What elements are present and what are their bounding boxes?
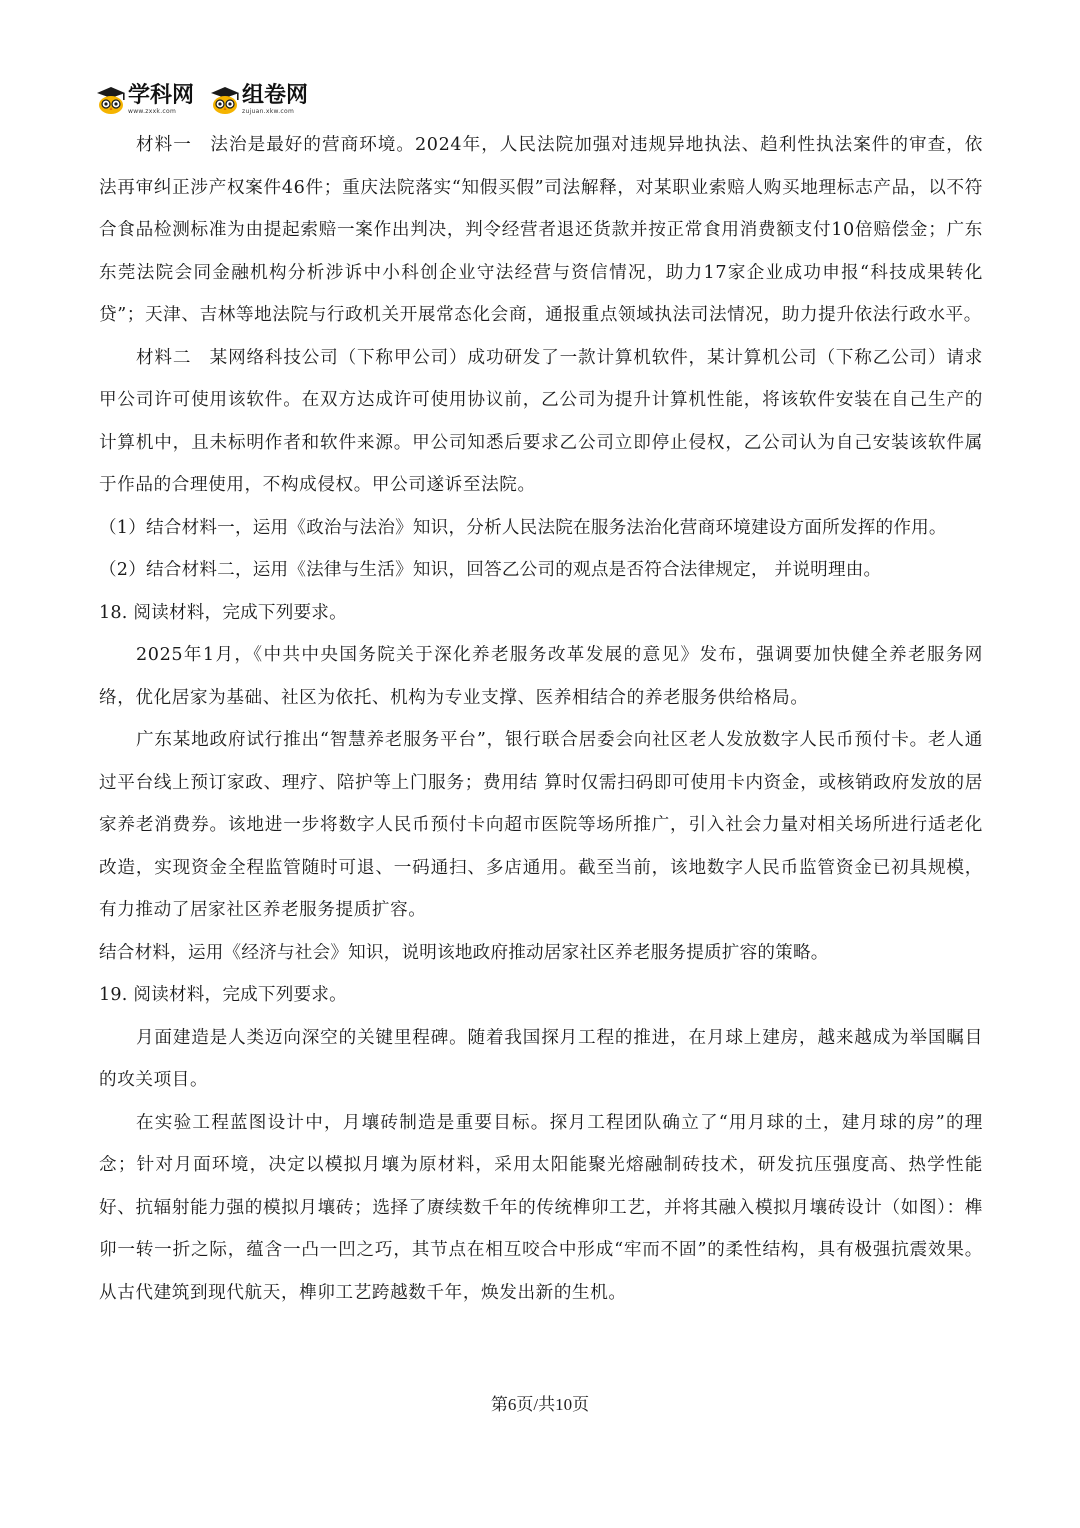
question-19-heading: 19. 阅读材料，完成下列要求。	[99, 985, 347, 1005]
question-18-prompt: 结合材料，运用《经济与社会》知识，说明该地政府推动居家社区养老服务提质扩容的策略。	[99, 942, 829, 963]
question-18-heading: 18. 阅读材料，完成下列要求。	[99, 602, 347, 623]
logo-name-zxxk: 学科网	[128, 83, 195, 108]
logo-name-zujuan: 组卷网	[242, 83, 309, 108]
question-17-1: （1）结合材料一，运用《政治与法治》知识，分析人民法院在服务法治化营商环境建设方面所发挥的作用。	[99, 517, 947, 538]
document-body	[99, 124, 983, 1314]
logo-url-zxxk: www.zxxk.com	[128, 108, 177, 115]
owl-logo-icon	[96, 85, 126, 115]
material-1-paragraph: 材料一 法治是最好的营商环境。2024年，人民法院加强对违规异地执法、趋利性执法案件的审查，依法再审纠正涉产权案件46件；重庆法院落实“知假买假”司法解释，对某职业索赔人购买地理标志产品，以不符合食品检测标准为由提起索赔一案作出判决，判令经营者退还货款并按正常食用消费额支付10倍赔偿金；广东东莞法院会同金融机构分析涉诉中小科创企业守法经营与资信情况，助力17家企业成功申报“科技成果转化贷”；天津、吉林等地法院与行政机关开展常态化会商，通报重点领域执法司法情况，助力提升依法行政水平。	[99, 135, 983, 325]
owl-logo-icon	[210, 85, 240, 115]
material-2-paragraph: 材料二 某网络科技公司（下称甲公司）成功研发了一款计算机软件，某计算机公司（下称乙公司）请求甲公司许可使用该软件。在双方达成许可使用协议前，乙公司为提升计算机性能，将该软件安装在自己生产的计算机中，且未标明作者和软件来源。甲公司知悉后要求乙公司立即停止侵权，乙公司认为自己安装该软件属于作品的合理使用，不构成侵权。甲公司遂诉至法院。	[99, 347, 983, 495]
q19-material-paragraph-1: 月面建造是人类迈向深空的关键里程碑。随着我国探月工程的推进，在月球上建房，越来越成为举国瞩目的攻关项目。	[99, 1027, 983, 1090]
question-17-2: （2）结合材料二，运用《法律与生活》知识，回答乙公司的观点是否符合法律规定， 并说明理由。	[99, 560, 882, 580]
q18-material-paragraph-1: 2025年1月，《中共中央国务院关于深化养老服务改革发展的意见》发布，强调要加快健全养老服务网络，优化居家为基础、社区为依托、机构为专业支撑、医养相结合的养老服务供给格局。	[99, 645, 983, 708]
header-logos	[96, 80, 324, 120]
logo-url-zujuan: zujuan.xkw.com	[242, 108, 295, 115]
q19-material-paragraph-2: 在实验工程蓝图设计中，月壤砖制造是重要目标。探月工程团队确立了“用月球的土，建月球的房”的理念；针对月面环境，决定以模拟月壤为原材料，采用太阳能聚光熔融制砖技术，研发抗压强度高、热学性能好、抗辐射能力强的模拟月壤砖；选择了赓续数千年的传统榫卯工艺，并将其融入模拟月壤砖设计（如图）：榫卯一转一折之际，蕴含一凸一凹之巧，其节点在相互咬合中形成“牢而不固”的柔性结构，具有极强抗震效果。从古代建筑到现代航天，榫卯工艺跨越数千年，焕发出新的生机。	[99, 1112, 983, 1303]
zujuan-logo[interactable]	[210, 85, 308, 115]
page-number: 第6页/共10页	[490, 1395, 590, 1414]
q18-material-paragraph-2: 广东某地政府试行推出“智慧养老服务平台”，银行联合居委会向社区老人发放数字人民币预付卡。老人通过平台线上预订家政、理疗、陪护等上门服务；费用结 算时仅需扫码即可使用卡内资金，或核销政府发放的居家养老消费券。该地进一步将数字人民币预付卡向超市医院等场所推广，引入社会力量对相关场所进行适老化改造，实现资金全程监管随时可退、一码通扫、多店通用。截至当前，该地数字人民币监管资金已初具规模，有力推动了居家社区养老服务提质扩容。	[99, 730, 983, 920]
zxxk-logo[interactable]	[96, 85, 194, 115]
